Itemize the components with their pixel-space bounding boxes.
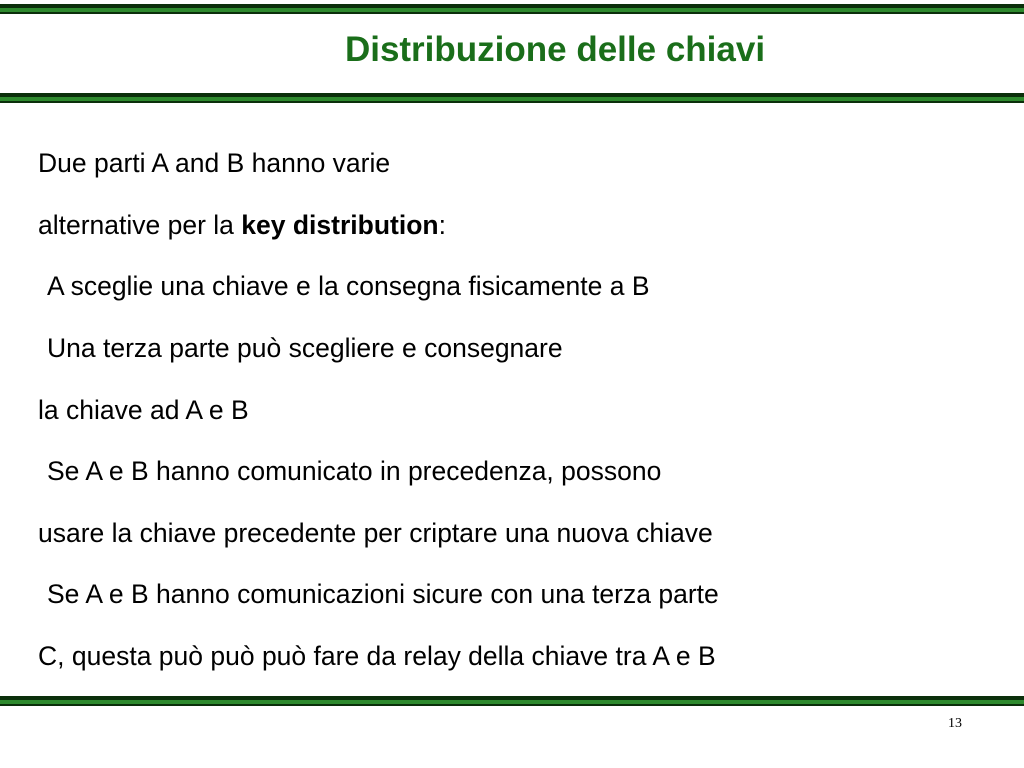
body-line-6: Se A e B hanno comunicato in precedenza, possono xyxy=(47,456,662,486)
slide-title: Distribuzione delle chiavi xyxy=(344,30,766,69)
top-rule xyxy=(0,4,1024,14)
body-line-7: usare la chiave precedente per criptare una nuova chiave xyxy=(38,518,713,548)
body-line-3: A sceglie una chiave e la consegna fisicamente a B xyxy=(47,271,650,301)
bottom-rule xyxy=(0,696,1024,706)
body-line-5: la chiave ad A e B xyxy=(38,395,249,425)
body-line-2 xyxy=(38,210,446,240)
title-divider xyxy=(0,93,1024,103)
body-line-2-colon: : xyxy=(438,210,446,240)
key-distribution-term: key distribution xyxy=(241,210,439,240)
body-line-1: Due parti A and B hanno varie xyxy=(38,148,391,178)
body-line-8: Se A e B hanno comunicazioni sicure con una terza parte xyxy=(47,579,719,609)
body-line-2-text: alternative per la xyxy=(38,210,242,240)
body-line-4: Una terza parte può scegliere e consegnare xyxy=(47,333,563,363)
body-line-9: C, questa può può può fare da relay della chiave tra A e B xyxy=(38,641,716,671)
page-number: 13 xyxy=(948,716,962,731)
